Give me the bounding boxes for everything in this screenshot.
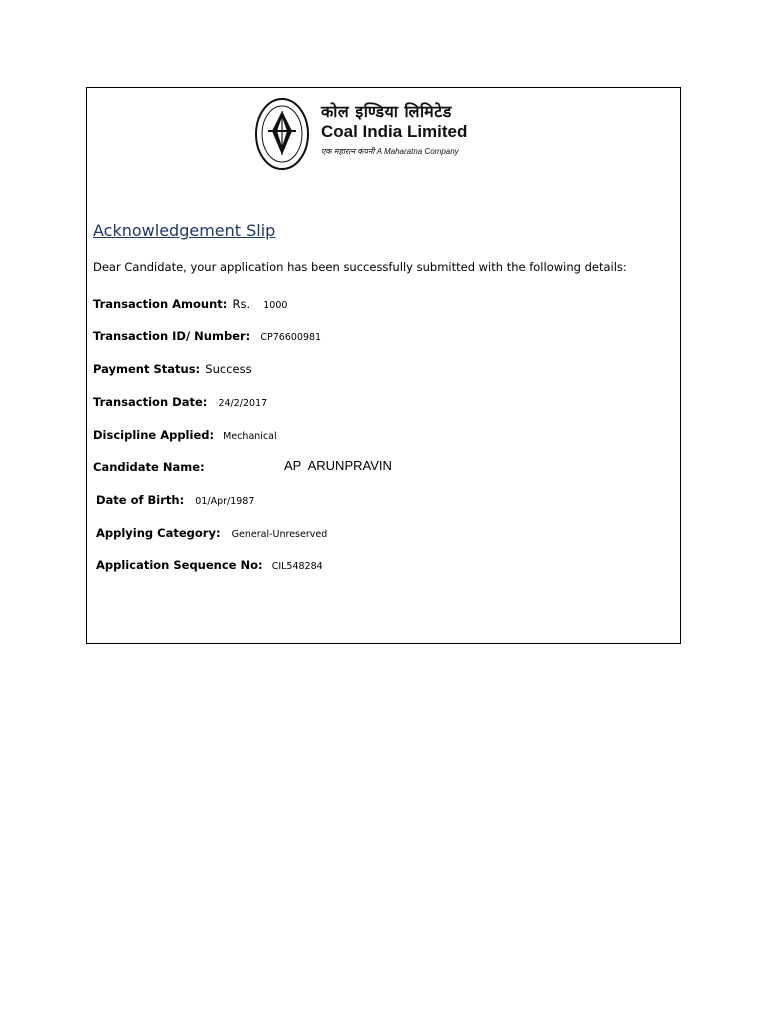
company-name-hindi: कोल इण्डिया लिमिटेड (321, 102, 452, 121)
slip-title: Acknowledgement Slip (93, 221, 276, 240)
discipline-row (93, 424, 277, 443)
date-of-birth-value: 01/Apr/1987 (195, 496, 255, 507)
applying-category-label: Applying Category: (96, 526, 221, 540)
payment-status-row (93, 358, 252, 377)
company-tagline: एक महारत्न कंपनी A Maharatna Company (321, 147, 459, 156)
transaction-amount-currency: Rs. (232, 297, 251, 311)
candidate-name-value: AP ARUNPRAVIN (284, 458, 392, 473)
application-sequence-value: CIL548284 (271, 561, 323, 572)
applying-category-row (96, 522, 327, 541)
discipline-label: Discipline Applied: (93, 428, 215, 442)
transaction-amount-row (93, 293, 287, 312)
date-of-birth-row (96, 489, 254, 508)
transaction-id-value: CP76600981 (260, 332, 322, 343)
candidate-name-row (93, 456, 205, 475)
acknowledgement-slip (86, 87, 681, 644)
transaction-id-row (93, 325, 321, 344)
company-name-english: Coal India Limited (321, 122, 468, 141)
transaction-amount-value: 1000 (263, 300, 288, 311)
date-of-birth-label: Date of Birth: (96, 493, 185, 507)
payment-status-value: Success (205, 362, 252, 376)
applying-category-value: General-Unreserved (231, 529, 328, 540)
transaction-date-label: Transaction Date: (93, 395, 208, 409)
application-sequence-label: Application Sequence No: (96, 558, 263, 572)
discipline-value: Mechanical (223, 431, 277, 442)
company-name-block (321, 103, 467, 157)
transaction-date-row (93, 391, 267, 410)
company-header (254, 97, 484, 172)
payment-status-label: Payment Status: (93, 362, 201, 376)
transaction-id-label: Transaction ID/ Number: (93, 329, 251, 343)
application-sequence-row (96, 554, 323, 573)
coal-india-logo-icon (254, 97, 310, 171)
transaction-amount-label: Transaction Amount: (93, 297, 228, 311)
transaction-date-value: 24/2/2017 (218, 398, 268, 409)
candidate-name-label: Candidate Name: (93, 460, 205, 474)
intro-text: Dear Candidate, your application has been successfully submitted with the following details: (93, 260, 627, 274)
